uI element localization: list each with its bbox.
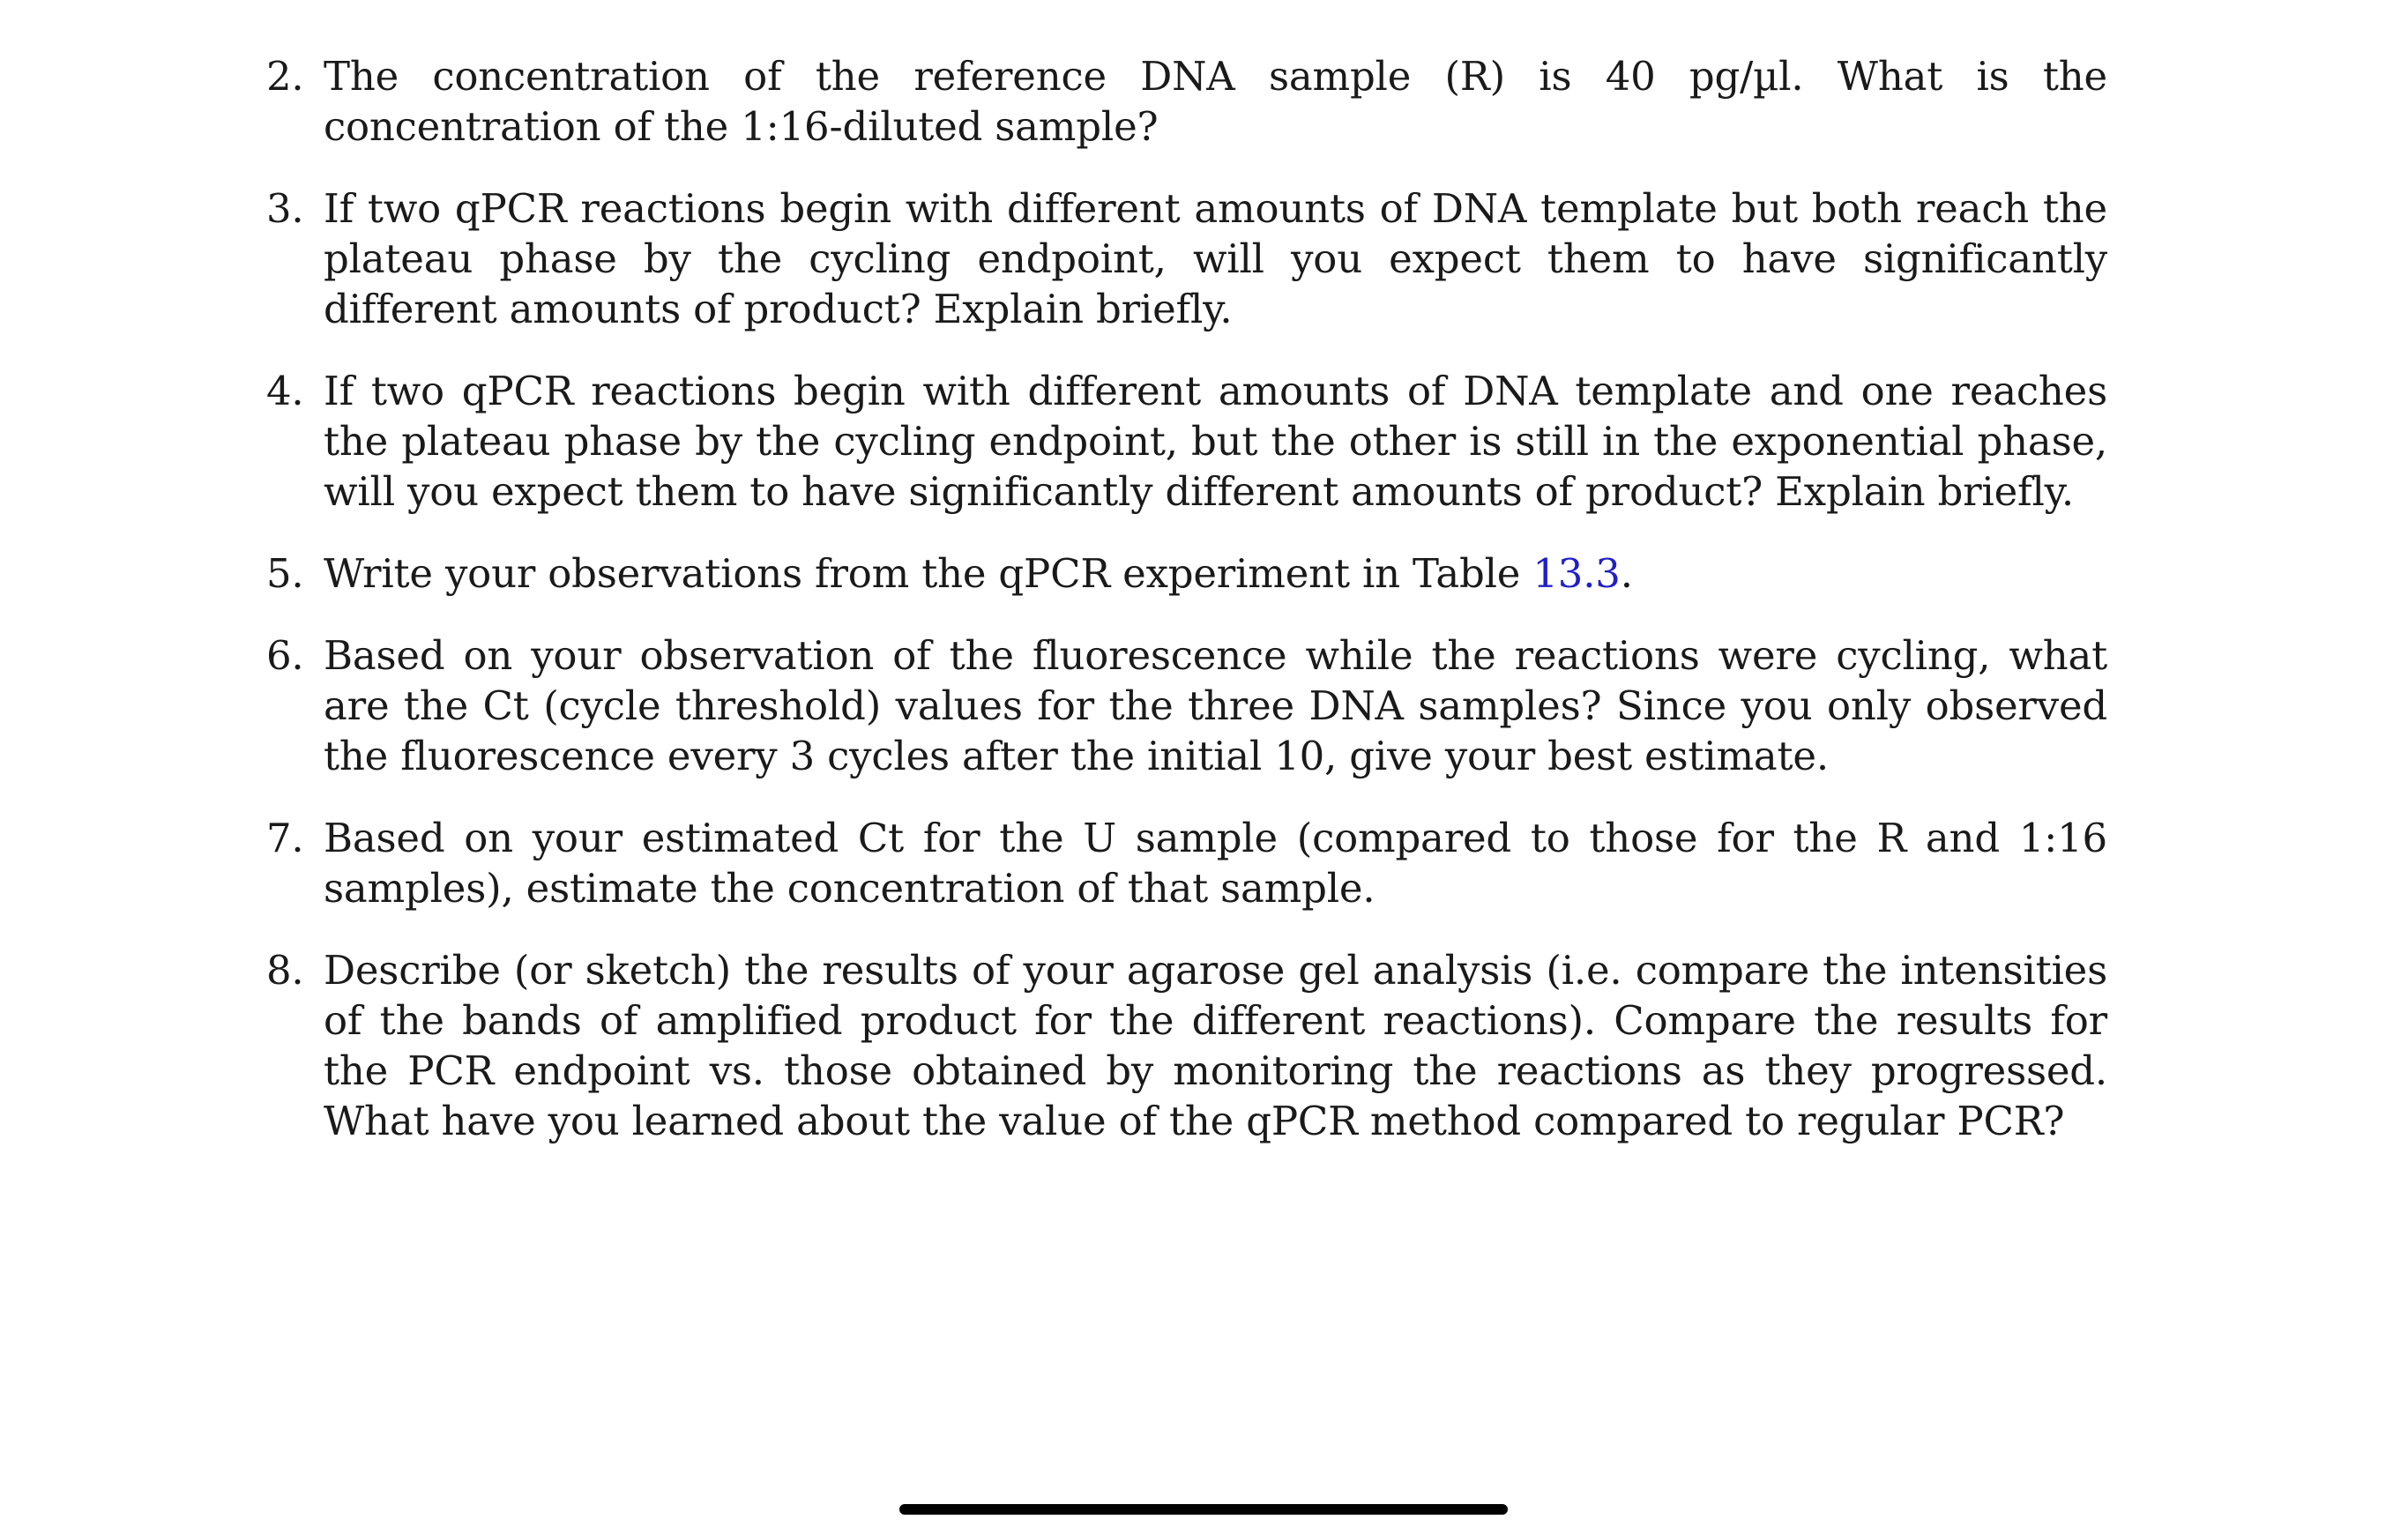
home-indicator-bar[interactable]: [899, 1504, 1508, 1515]
question-number: 4.: [266, 368, 304, 414]
question-number: 2.: [266, 53, 304, 100]
question-text: Based on your estimated Ct for the U sample (compared to those for the R and 1:16 samples), estimate the concentration of that sample.: [324, 815, 2107, 912]
question-5: [266, 548, 2107, 599]
question-text: Based on your observation of the fluorescence while the reactions were cycling, what are the Ct (cycle threshold) values for the three DNA samples? Since you only observed the fluorescence every 3 cycles after the initial 10, give your best estimate.: [324, 632, 2107, 779]
question-8: [266, 945, 2107, 1146]
question-4: [266, 366, 2107, 517]
table-reference-link[interactable]: 13.3: [1532, 550, 1621, 597]
question-list: [266, 51, 2107, 1178]
question-number: 8.: [266, 947, 304, 994]
question-number: 6.: [266, 632, 304, 679]
question-7: [266, 813, 2107, 913]
question-text: If two qPCR reactions begin with different amounts of DNA template and one reaches the plateau phase by the cycling endpoint, but the other is still in the exponential phase, will you expect them to have significantly different amounts of product? Explain briefly.: [324, 368, 2107, 515]
question-text: [324, 548, 2107, 599]
question-number: 7.: [266, 815, 304, 861]
question-text-before-link: Write your observations from the qPCR experiment in Table: [324, 550, 1533, 597]
question-text-after-link: .: [1620, 550, 1633, 597]
question-text: If two qPCR reactions begin with different amounts of DNA template but both reach the plateau phase by the cycling endpoint, will you expect them to have significantly different amounts of product? Explain briefly.: [324, 185, 2107, 332]
question-number: 3.: [266, 185, 304, 232]
question-text: Describe (or sketch) the results of your agarose gel analysis (i.e. compare the intensities of the bands of amplified product for the different reactions). Compare the results for the PCR endpoint vs. those obtained by monitoring the reactions as they progressed. What have you learned about the value of the qPCR method compared to regular PCR?: [324, 947, 2107, 1144]
question-number: 5.: [266, 550, 304, 597]
question-6: [266, 630, 2107, 781]
question-text: The concentration of the reference DNA sample (R) is 40 pg/µl. What is the concentration of the 1:16-diluted sample?: [324, 53, 2107, 150]
question-3: [266, 183, 2107, 334]
question-2: [266, 51, 2107, 152]
